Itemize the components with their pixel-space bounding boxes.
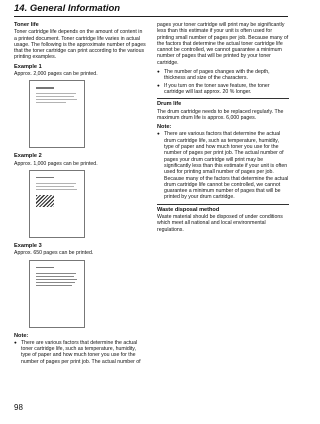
left-column	[14, 22, 146, 368]
example-3-label: Example 3	[14, 242, 42, 249]
drum-life-heading: Drum life	[157, 98, 289, 107]
example-2-label: Example 2	[14, 153, 42, 160]
sample-text-line	[36, 183, 76, 184]
sample-text-line	[36, 282, 75, 283]
continued-text: pages your toner cartridge will print may be significantly less than this estimate if your unit is often used for printing small number of pages per job. Because many of the factors that determine the actual toner cartridge life cannot be controlled, we cannot guarantee a minimum number of pages that will be printed by your toner cartridge.	[157, 22, 289, 66]
drum-life-body: The drum cartridge needs to be replaced regularly. The maximum drum life is approx. 6,000 pages.	[157, 108, 284, 121]
sample-text-line	[36, 186, 74, 187]
example-2-text: Approx. 1,000 pages can be printed.	[14, 160, 98, 167]
sample-text-line	[36, 96, 74, 97]
toner-life-body: Toner cartridge life depends on the amount of content in a printed document. Toner cartridge life varies in actual usage. The following is the approximate number of pages that the toner cartridge can print according to the various printing examples.	[14, 29, 146, 61]
right-column	[157, 22, 289, 236]
sample-image-icon	[36, 195, 54, 207]
example-1-sample-page	[29, 80, 85, 148]
section-header: 14. General Information	[14, 3, 121, 14]
note-list	[14, 340, 146, 365]
example-3-sample-page	[29, 260, 85, 328]
sample-text-line	[36, 102, 66, 103]
drum-note-label: Note:	[157, 124, 172, 131]
sample-text-line	[36, 276, 74, 277]
page-number: 98	[14, 403, 23, 412]
waste-disposal-heading: Waste disposal method	[157, 204, 289, 213]
sample-text-line	[36, 93, 76, 94]
note-bullet: ● There are various factors that determine the actual toner cartridge life, such as temperature, humidity, type of paper and how much toner you use for the number of pages per print job. The actual number of	[14, 340, 146, 365]
waste-disposal-body: Waste material should be disposed of under conditions which meet all national and local environmental regulations.	[157, 214, 283, 233]
example-3-text: Approx. 650 pages can be printed.	[14, 250, 94, 257]
example-1-text: Approx. 2,000 pages can be printed.	[14, 71, 98, 78]
toner-bullets	[157, 69, 289, 95]
toner-bullet: ● If you turn on the toner save feature, the toner cartridge will last approx. 20 % longer.	[157, 83, 289, 96]
sample-text-line	[36, 279, 77, 280]
note-label: Note:	[14, 332, 29, 339]
toner-life-heading: Toner life	[14, 22, 39, 28]
sample-text-line	[36, 273, 76, 274]
sample-title-line	[36, 267, 54, 268]
toner-bullet: ● The number of pages changes with the depth, thickness and size of the characters.	[157, 69, 289, 82]
drum-note-list	[157, 131, 289, 200]
example-1-label: Example 1	[14, 63, 42, 70]
sample-text-line	[36, 285, 72, 286]
drum-note-bullet: ● There are various factors that determine the actual drum cartridge life, such as temperature, humidity, type of paper and how much toner you use for the number of pages per print job. The actual number of pages your drum cartridge will print may be significantly less than this estimate if your unit is often used for printing small number of pages per job. Because many of the factors that determine the actual drum cartridge life cannot be controlled, we cannot guarantee a minimum number of pages that will be printed by your drum cartridge.	[157, 131, 289, 200]
example-2-sample-page	[29, 170, 85, 238]
sample-text-line	[36, 189, 77, 190]
sample-text-line	[36, 99, 77, 100]
sample-title-line	[36, 87, 54, 88]
header-rule	[14, 16, 288, 17]
sample-title-line	[36, 177, 54, 178]
